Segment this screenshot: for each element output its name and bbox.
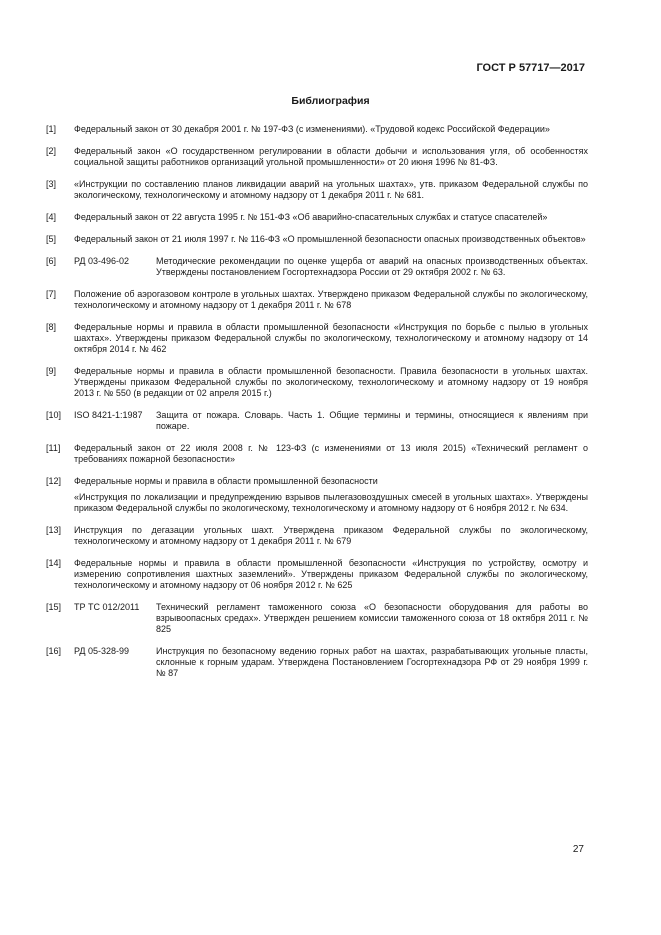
bib-text-continued: «Инструкция по локализации и предупреждению взрывов пылегазовоздушных смесей в угольных шахтах». Утверждены приказом Федеральной службы по экологическому, технологическому и атомному надзору от 6 ноября 2012 г. № 634.: [74, 492, 588, 513]
bib-entry-13: [46, 525, 588, 547]
bibliography-title: Библиография: [291, 95, 370, 107]
bib-text: Федеральный закон от 30 декабря 2001 г. № 197-ФЗ (с изменениями). «Трудовой кодекс Российской Федерации»: [74, 124, 550, 134]
bib-code: ISO 8421-1:1987: [74, 410, 143, 420]
bib-text: Федеральные нормы и правила в области промышленной безопасности «Инструкция по борьбе с пылью в угольных шахтах». Утверждены приказом Федеральной службы по экологическому, технологическому и атомному надзору от 14 октября 2014 г. № 462: [74, 322, 588, 354]
bib-number: [11]: [46, 443, 61, 453]
bib-number: [9]: [46, 366, 57, 376]
bib-code: ТР ТС 012/2011: [74, 602, 140, 612]
bib-text: Инструкция по дегазации угольных шахт. Утверждена приказом Федеральной службы по экологическому, технологическому и атомному надзору от 1 декабря 2011 г. № 679: [74, 525, 588, 546]
bib-number: [14]: [46, 558, 62, 568]
bib-body: [74, 256, 588, 278]
bib-number: [13]: [46, 525, 62, 535]
bib-text: Инструкция по безопасному ведению горных работ на шахтах, разрабатывающих угольные пласты, склонные к горным ударам. Утверждена Постановлением Госгортехнадзора РФ от 29 ноября 1999 г. № 87: [156, 646, 588, 678]
bib-entry-6: [46, 256, 588, 278]
bib-text: Защита от пожара. Словарь. Часть 1. Общие термины и термины, относящиеся к явлениям при пожаре.: [156, 410, 588, 431]
bib-number: [10]: [46, 410, 62, 420]
bib-entry-12: [46, 476, 588, 514]
bib-code: РД 03-496-02: [74, 256, 130, 266]
bib-text: Федеральный закон от 22 августа 1995 г. № 151-ФЗ «Об аварийно-спасательных службах и статусе спасателей»: [74, 212, 548, 222]
bib-body: [74, 476, 588, 514]
bib-entry-7: [46, 289, 588, 311]
bib-number: [6]: [46, 256, 57, 266]
bib-text: Федеральный закон от 22 июля 2008 г. № 123-ФЗ (с изменениями от 13 июля 2015) «Технический регламент о требованиях пожарной безопасности»: [74, 443, 588, 464]
bib-entry-14: [46, 558, 588, 591]
bibliography-list: [46, 124, 588, 690]
bib-entry-5: [46, 234, 588, 245]
bib-text: Технический регламент таможенного союза «О безопасности оборудования для работы во взрывоопасных средах». Утвержден решением комиссии таможенного союза от 18 октября 2011 г. № 825: [156, 602, 588, 634]
bib-text: Федеральные нормы и правила в области промышленной безопасности «Инструкция по устройству, осмотру и измерению сопротивления шахтных заземлений». Утверждены приказом Федеральной службы по экологическому, технологическому и атомному надзору от 06 ноября 2012 г. № 625: [74, 558, 588, 590]
bib-text: Методические рекомендации по оценке ущерба от аварий на опасных производственных объектах. Утверждены постановлением Госгортехнадзора России от 29 октября 2002 г. № 63.: [156, 256, 588, 277]
bib-number: [8]: [46, 322, 57, 332]
document-standard-number: ГОСТ Р 57717—2017: [476, 62, 585, 74]
bib-number: [4]: [46, 212, 57, 222]
bib-text: Федеральные нормы и правила в области промышленной безопасности. Правила безопасности в угольных шахтах. Утверждены приказом Федеральной службы по экологическому, технологическому и атомному надзору от 19 ноября 2013 г. № 550 (в редакции от 02 апреля 2015 г.): [74, 366, 588, 398]
page-number: 27: [572, 844, 584, 855]
bib-number: [7]: [46, 289, 57, 299]
bib-body: [74, 602, 588, 635]
bib-number: [16]: [46, 646, 62, 656]
bib-text: Федеральный закон «О государственном регулировании в области добычи и использования угля, об особенностях социальной защиты работников организаций угольной промышленности» от 20 июня 1996 № 81-ФЗ.: [74, 146, 588, 167]
bib-entry-1: [46, 124, 588, 135]
bib-number: [15]: [46, 602, 62, 612]
bib-entry-8: [46, 322, 588, 355]
bib-code: РД 05-328-99: [74, 646, 130, 656]
bib-entry-10: [46, 410, 588, 432]
bib-number: [12]: [46, 476, 62, 486]
bib-entry-16: [46, 646, 588, 679]
bib-entry-9: [46, 366, 588, 399]
bib-text: Положение об аэрогазовом контроле в угольных шахтах. Утверждено приказом Федеральной службы по экологическому, технологическому и атомному надзору от 1 декабря 2011 г. № 678: [74, 289, 588, 310]
bib-number: [3]: [46, 179, 57, 189]
bib-text: Федеральные нормы и правила в области промышленной безопасности: [74, 476, 378, 486]
bib-body: [74, 646, 588, 679]
bib-entry-3: [46, 179, 588, 201]
bib-entry-15: [46, 602, 588, 635]
bib-entry-4: [46, 212, 588, 223]
bib-text: «Инструкции по составлению планов ликвидации аварий на угольных шахтах», утв. приказом Федеральной службы по экологическому, технологическому и атомному надзору от 1 декабря 2011 г. № 681.: [74, 179, 588, 200]
bib-body: [74, 410, 588, 432]
bib-number: [2]: [46, 146, 57, 156]
bib-number: [5]: [46, 234, 57, 244]
bib-text: Федеральный закон от 21 июля 1997 г. № 116-ФЗ «О промышленной безопасности опасных производственных объектов»: [74, 234, 586, 244]
bib-entry-11: [46, 443, 588, 465]
bib-number: [1]: [46, 124, 57, 134]
bib-entry-2: [46, 146, 588, 168]
